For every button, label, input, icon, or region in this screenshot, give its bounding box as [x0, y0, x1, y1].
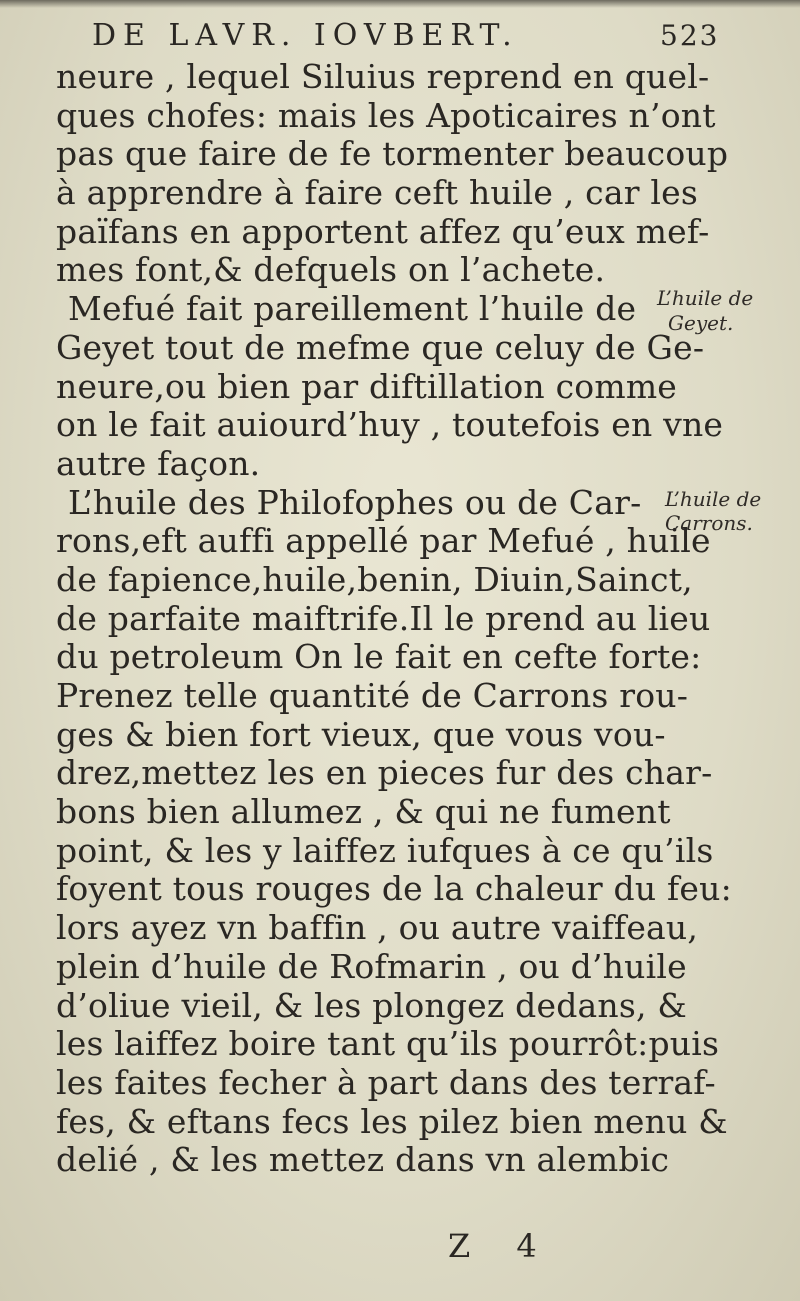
body-text [56, 57, 732, 1180]
text-line: bons bien allumez , & qui ne fument [56, 792, 671, 832]
marginal-note-carrons-line2: Carrons. [665, 511, 753, 535]
text-line: rons,eft auffi appellé par Mefué , huile [56, 521, 711, 561]
text-line: ques chofes: mais les Apoticaires n’ont [56, 95, 716, 135]
text-line: lors ayez vn baffin , ou autre vaiffeau, [56, 908, 699, 948]
text-line: ges & bien fort vieux, que vous vou- [56, 714, 666, 754]
text-line: Prenez telle quantité de Carrons rou- [56, 676, 689, 715]
text-line: neure,ou bien par diftillation comme [56, 366, 678, 406]
text-line: Mefué fait pareillement l’huile de [68, 289, 637, 329]
text-line: les faites fecher à part dans des terraf- [56, 1062, 716, 1102]
text-line: delié , & les mettez dans vn alembic [56, 1140, 670, 1180]
text-line: drez,mettez les en pieces fur des char- [56, 753, 713, 793]
text-line: L’huile des Philofophes ou de Car- [68, 482, 642, 522]
text-line: à apprendre à faire ceft huile , car les [56, 173, 698, 213]
text-line: mes font,& defquels on l’achete. [56, 250, 606, 290]
marginal-note-carrons-line1: L’huile de [665, 487, 762, 511]
marginal-note-geyet-line2: Geyet. [668, 311, 734, 335]
text-line: pas que faire de fe tormenter beaucoup [56, 134, 729, 174]
text-line: d’oliue vieil, & les plongez dedans, & [56, 985, 687, 1025]
text-line: de parfaite maiftrife.Il le prend au lieu [56, 598, 711, 638]
running-head: DE LAVR. IOVBERT. [92, 18, 519, 53]
signature-mark: Z 4 [448, 1227, 555, 1265]
text-line: de fapience,huile,benin, Diuin,Sainct, [56, 559, 693, 599]
text-line: les laiffez boire tant qu’ils pourrôt:puis [56, 1024, 720, 1064]
text-line: Geyet tout de mefme que celuy de Ge- [56, 327, 705, 367]
text-line: autre façon. [56, 443, 261, 483]
page-top-shadow [0, 0, 800, 8]
page-number: 523 [660, 19, 720, 52]
text-line: on le fait auiourd’huy , toutefois en vne [56, 405, 724, 445]
marginal-note-geyet-line1: L’huile de [657, 286, 754, 310]
text-line: plein d’huile de Rofmarin , ou d’huile [56, 946, 687, 986]
text-line: point, & les y laiffez iufques à ce qu’ils [56, 830, 714, 870]
text-line: fes, & eftans fecs les pilez bien menu & [56, 1101, 728, 1141]
text-line: foyent tous rouges de la chaleur du feu: [56, 869, 732, 909]
text-line: païfans en apportent affez qu’eux mef- [56, 211, 710, 251]
text-line: du petroleum On le fait en cefte forte: [56, 637, 702, 677]
text-line: neure , lequel Siluius reprend en quel- [56, 57, 710, 96]
